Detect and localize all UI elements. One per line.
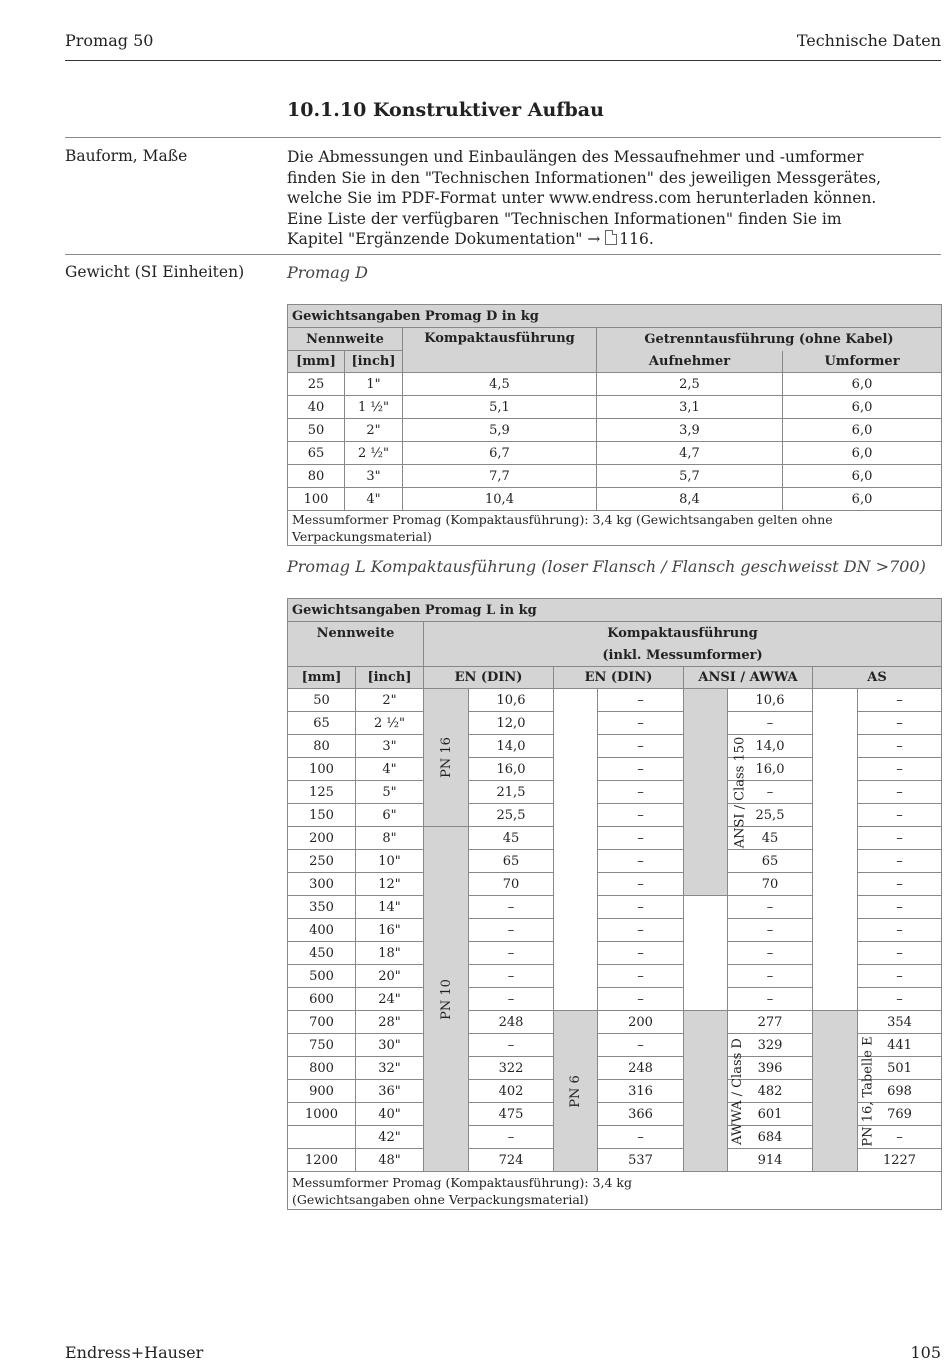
table-row (288, 488, 942, 511)
col-header-as: AS (813, 667, 942, 689)
table-cell: 36" (356, 1080, 424, 1103)
table-cell: – (728, 919, 813, 942)
table-cell: 300 (288, 873, 356, 896)
table-cell: 100 (288, 488, 345, 511)
table-cell: – (598, 896, 684, 919)
table-cell: – (469, 1034, 554, 1057)
table-cell: – (858, 1126, 942, 1149)
table-cell: 3" (356, 735, 424, 758)
table-cell: 248 (598, 1057, 684, 1080)
table-cell: – (858, 942, 942, 965)
table-row (288, 465, 942, 488)
table-cell: 16,0 (469, 758, 554, 781)
table-cell: 6,7 (403, 442, 597, 465)
table-cell: 10,4 (403, 488, 597, 511)
table-row (288, 419, 942, 442)
empty-cell (554, 689, 598, 1011)
table-cell: 914 (728, 1149, 813, 1172)
table-cell: 14" (356, 896, 424, 919)
table-cell: – (598, 1126, 684, 1149)
table-cell: 500 (288, 965, 356, 988)
table-cell: – (858, 689, 942, 712)
table-cell: 4" (356, 758, 424, 781)
table-cell: 354 (858, 1011, 942, 1034)
bauform-paragraph: Die Abmessungen und Einbaulängen des Messaufnehmer und -umformer finden Sie in den "Technischen Informationen" des jeweiligen Messgerätes, welche Sie im PDF-Format unter www.endress.com herunterladen können. Eine Liste der verfügbaren "Technischen Informationen" finden Sie im Kapitel "Ergänzende Dokumentation" → (287, 148, 882, 248)
table-cell: 1200 (288, 1149, 356, 1172)
table-cell: – (858, 735, 942, 758)
table-cell: 48" (356, 1149, 424, 1172)
table-cell: 45 (728, 827, 813, 850)
table-cell: 2 ½" (356, 712, 424, 735)
table-cell: 150 (288, 804, 356, 827)
table-caption: Gewichtsangaben Promag D in kg (288, 305, 942, 328)
gewicht-label: Gewicht (SI Einheiten) (65, 263, 245, 281)
table-cell: 248 (469, 1011, 554, 1034)
table-cell: – (728, 988, 813, 1011)
table-cell: – (598, 827, 684, 850)
table-cell: 45 (469, 827, 554, 850)
table-cell: 3,9 (597, 419, 783, 442)
table-cell: 8" (356, 827, 424, 850)
table-cell: 14,0 (469, 735, 554, 758)
table-cell: 450 (288, 942, 356, 965)
table-cell: 2" (356, 689, 424, 712)
table-cell: 4,5 (403, 373, 597, 396)
pressure-class-text: PN 10 (438, 978, 454, 1020)
table-cell: – (858, 804, 942, 827)
table-row (288, 442, 942, 465)
table-cell: 396 (728, 1057, 813, 1080)
table-row (288, 689, 942, 712)
table-cell: – (728, 781, 813, 804)
table-cell: 40 (288, 396, 345, 419)
empty-cell (813, 689, 858, 1011)
col-header-en-din-2: EN (DIN) (554, 667, 684, 689)
running-header-title: Promag 50 (65, 31, 154, 50)
table-cell: 50 (288, 689, 356, 712)
table-cell: 2" (345, 419, 403, 442)
table-cell: 329 (728, 1034, 813, 1057)
pressure-class-text: PN 16, Tabelle E (860, 1035, 876, 1147)
header-rule (65, 60, 941, 61)
table-cell: 3" (345, 465, 403, 488)
table-cell: – (598, 919, 684, 942)
table-cell: – (728, 712, 813, 735)
table-cell: 7,7 (403, 465, 597, 488)
table-cell: 20" (356, 965, 424, 988)
table-cell: 769 (858, 1103, 942, 1126)
table-cell: – (469, 988, 554, 1011)
table-cell: 8,4 (597, 488, 783, 511)
col-header-umformer: Umformer (783, 351, 942, 373)
table-cell: – (469, 1126, 554, 1149)
pressure-class-label (424, 827, 469, 1172)
section-title: 10.1.10 Konstruktiver Aufbau (287, 99, 604, 121)
table-cell: 316 (598, 1080, 684, 1103)
running-header-section: Technische Daten (796, 31, 941, 50)
table-cell: 2,5 (597, 373, 783, 396)
table-cell: – (858, 827, 942, 850)
col-header-kompakt: Kompaktausführung (403, 328, 597, 373)
table-note (288, 1172, 942, 1210)
promag-d-weight-table (287, 304, 942, 546)
table-cell: 800 (288, 1057, 356, 1080)
table-cell: 16,0 (728, 758, 813, 781)
table-cell: 25,5 (469, 804, 554, 827)
table-cell: – (858, 758, 942, 781)
table-cell: 70 (469, 873, 554, 896)
table-cell: 6" (356, 804, 424, 827)
table-cell: – (469, 942, 554, 965)
table-cell: – (858, 850, 942, 873)
table-cell: – (858, 965, 942, 988)
table-cell: 25,5 (728, 804, 813, 827)
col-header-aufnehmer: Aufnehmer (597, 351, 783, 373)
table-cell: 482 (728, 1080, 813, 1103)
table-cell: 65 (288, 442, 345, 465)
table-cell: 400 (288, 919, 356, 942)
table-note-line-2: (Gewichtsangaben ohne Verpackungsmaterial) (292, 1191, 589, 1207)
table-cell: 42" (356, 1126, 424, 1149)
table-cell: 30" (356, 1034, 424, 1057)
promag-l-subtitle: Promag L Kompaktausführung (loser Flansch / Flansch geschweisst DN >700) (287, 557, 926, 576)
pressure-class-label (424, 689, 469, 827)
table-cell: – (469, 896, 554, 919)
table-cell: – (858, 873, 942, 896)
table-cell: 5" (356, 781, 424, 804)
table-cell: – (858, 988, 942, 1011)
table-caption: Gewichtsangaben Promag L in kg (288, 599, 942, 622)
table-cell: 322 (469, 1057, 554, 1080)
table-cell: 6,0 (783, 488, 942, 511)
document-icon (605, 230, 617, 245)
table-cell: 366 (598, 1103, 684, 1126)
table-cell: 900 (288, 1080, 356, 1103)
table-cell: 6,0 (783, 419, 942, 442)
table-cell: 684 (728, 1126, 813, 1149)
table-cell: 6,0 (783, 396, 942, 419)
table-cell: 5,7 (597, 465, 783, 488)
table-cell: 12,0 (469, 712, 554, 735)
pressure-class-label (813, 1011, 876, 1172)
table-cell: 698 (858, 1080, 942, 1103)
table-cell: – (728, 965, 813, 988)
table-cell: 3,1 (597, 396, 783, 419)
table-cell: – (858, 781, 942, 804)
table-cell: 10" (356, 850, 424, 873)
col-header-nennweite: Nennweite (288, 328, 403, 351)
pressure-class-text: PN 16 (438, 737, 454, 778)
col-header-kompakt-sub: (inkl. Messumformer) (424, 645, 942, 667)
table-cell: 1000 (288, 1103, 356, 1126)
table-cell: 65 (288, 712, 356, 735)
col-header-mm: [mm] (288, 667, 356, 689)
divider (65, 137, 941, 138)
table-cell: 28" (356, 1011, 424, 1034)
table-cell: 1227 (858, 1149, 942, 1172)
table-cell: – (598, 988, 684, 1011)
table-cell: – (598, 965, 684, 988)
table-cell: – (598, 758, 684, 781)
table-cell: 200 (598, 1011, 684, 1034)
table-cell: 501 (858, 1057, 942, 1080)
table-cell (288, 1126, 356, 1149)
col-header-en-din-1: EN (DIN) (424, 667, 554, 689)
table-cell: 6,0 (783, 442, 942, 465)
table-cell: 4,7 (597, 442, 783, 465)
table-cell: 1" (345, 373, 403, 396)
table-cell: 65 (728, 850, 813, 873)
table-note-line-1: Messumformer Promag (Kompaktausführung): 3,4 kg (292, 1174, 632, 1190)
table-cell: 441 (858, 1034, 942, 1057)
table-cell: 601 (728, 1103, 813, 1126)
table-cell: – (858, 896, 942, 919)
table-cell: 25 (288, 373, 345, 396)
table-cell: 200 (288, 827, 356, 850)
table-cell: – (858, 712, 942, 735)
col-header-kompakt: Kompaktausführung (424, 622, 942, 645)
table-cell: 402 (469, 1080, 554, 1103)
pressure-class-text: PN 6 (568, 1074, 583, 1108)
pressure-class-label (684, 689, 748, 896)
table-cell: – (858, 919, 942, 942)
table-cell: 600 (288, 988, 356, 1011)
table-cell: – (728, 942, 813, 965)
table-cell: 1 ½" (345, 396, 403, 419)
table-cell: 80 (288, 465, 345, 488)
page-number: 105 (910, 1343, 941, 1362)
table-cell: – (598, 712, 684, 735)
divider (65, 254, 941, 255)
table-cell: 32" (356, 1057, 424, 1080)
table-cell: – (598, 689, 684, 712)
table-cell: 475 (469, 1103, 554, 1126)
table-cell: 65 (469, 850, 554, 873)
table-cell: 5,1 (403, 396, 597, 419)
pressure-class-label (684, 1011, 745, 1172)
table-note: Messumformer Promag (Kompaktausführung): 3,4 kg (Gewichtsangaben gelten ohne Verpackungsmaterial) (288, 511, 942, 546)
table-cell: 24" (356, 988, 424, 1011)
table-cell: – (598, 942, 684, 965)
table-cell: 80 (288, 735, 356, 758)
bauform-text (287, 147, 897, 250)
table-cell: 100 (288, 758, 356, 781)
table-cell: 16" (356, 919, 424, 942)
table-cell: 350 (288, 896, 356, 919)
table-cell: 724 (469, 1149, 554, 1172)
pressure-class-text: AWWA / Class D (729, 1037, 745, 1145)
pressure-class-label (554, 1011, 598, 1172)
table-cell: – (598, 804, 684, 827)
table-cell: 12" (356, 873, 424, 896)
table-row (288, 373, 942, 396)
col-header-getrennt: Getrenntausführung (ohne Kabel) (597, 328, 942, 351)
col-header-inch: [inch] (356, 667, 424, 689)
table-cell: 4" (345, 488, 403, 511)
table-cell: 40" (356, 1103, 424, 1126)
page-reference[interactable]: 116. (619, 230, 654, 248)
table-cell: 6,0 (783, 373, 942, 396)
table-cell: 277 (728, 1011, 813, 1034)
table-cell: 10,6 (728, 689, 813, 712)
table-cell: – (598, 1034, 684, 1057)
table-cell: 10,6 (469, 689, 554, 712)
promag-d-subtitle: Promag D (287, 263, 368, 282)
table-cell: 14,0 (728, 735, 813, 758)
col-header-mm: [mm] (288, 351, 345, 373)
pressure-class-text: ANSI / Class 150 (732, 736, 748, 848)
table-cell: 5,9 (403, 419, 597, 442)
table-cell: 70 (728, 873, 813, 896)
table-cell: – (469, 965, 554, 988)
table-cell: – (469, 919, 554, 942)
table-cell: 18" (356, 942, 424, 965)
table-cell: – (598, 850, 684, 873)
table-cell: 2 ½" (345, 442, 403, 465)
empty-cell (684, 896, 728, 1011)
table-cell: 700 (288, 1011, 356, 1034)
table-cell: 537 (598, 1149, 684, 1172)
table-cell: 250 (288, 850, 356, 873)
table-cell: 6,0 (783, 465, 942, 488)
table-cell: 21,5 (469, 781, 554, 804)
table-cell: – (598, 781, 684, 804)
table-cell: 125 (288, 781, 356, 804)
col-header-ansi-awwa: ANSI / AWWA (684, 667, 813, 689)
table-cell: 50 (288, 419, 345, 442)
table-cell: – (598, 873, 684, 896)
col-header-inch: [inch] (345, 351, 403, 373)
bauform-label: Bauform, Maße (65, 147, 188, 165)
table-cell: – (728, 896, 813, 919)
table-row (288, 396, 942, 419)
col-header-nennweite: Nennweite (288, 622, 424, 645)
footer-brand: Endress+Hauser (65, 1343, 204, 1362)
table-cell: 750 (288, 1034, 356, 1057)
table-cell: – (598, 735, 684, 758)
promag-l-weight-table (287, 598, 942, 1210)
table-row (288, 1011, 942, 1034)
